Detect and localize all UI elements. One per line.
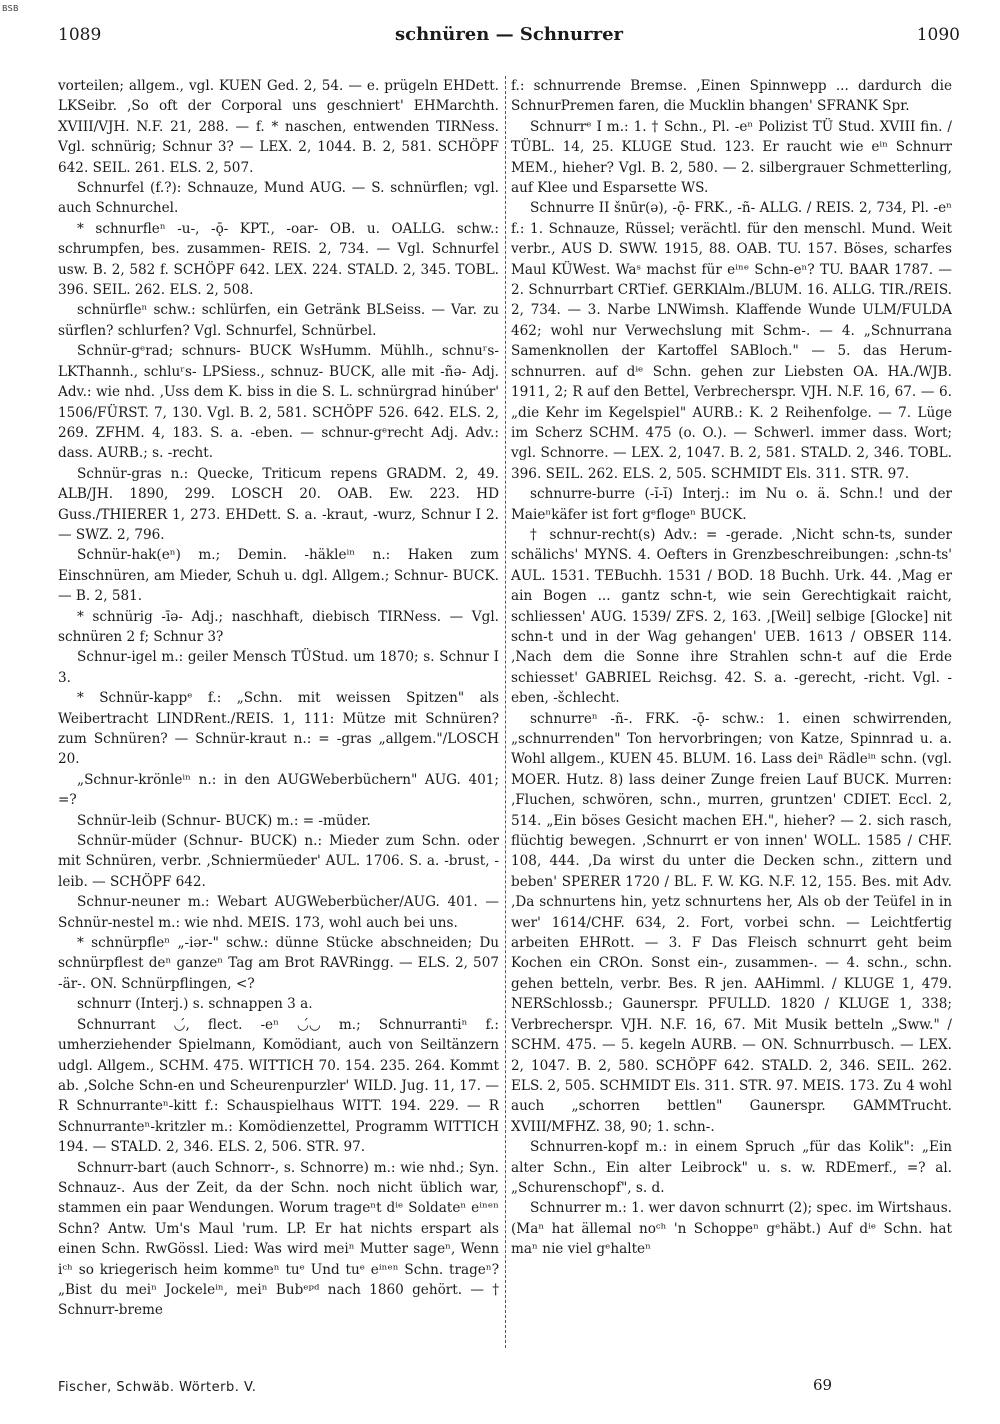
entry-paragraph: Schnür-gᵉrad; schnurs- BUCK WsHumm. Mühlh., schnuʳs- LKThannh., schluʳs- LPSiess., schnuz- BUCK, alle mit -ñə- Adj. Adv.: wie nhd. ‚Uss dem K. biss in die S. L. schnürgrad hinúber' 1506/FÜRST. 7, 130. Vgl. B. 2, 581. SCHÖPF 526. 642. ELS. 2, 269. ZFHM. 4, 183. S. a. -eben. — schnur-gᵉrecht Adj. Adv.: dass. AURB.; s. -recht. — [58, 343, 499, 462]
entry-paragraph: Schnür-hak(eⁿ) m.; Demin. -häkleⁱⁿ n.: Haken zum Einschnüren, am Mieder, Schuh u. dgl. Allgem.; Schnur- BUCK. — B. 2, 581. — [58, 547, 499, 605]
entry-paragraph: Schnür-müder (Schnur- BUCK) n.: Mieder zum Schn. oder mit Schnüren, verbr. ‚Schniermüeder' AUL. 1706. S. a. -brust, -leib. — SCHÖPF 642. — [58, 833, 499, 890]
right-column — [511, 76, 952, 1348]
entry-paragraph: schnurreⁿ -ñ-. FRK. -ǭ- schw.: 1. einen schwirrenden, „schnurrenden" Ton hervorbringen; von Katze, Spinnrad u. a. Wohl allgem., KUEN 45. BLUM. 16. Lass deiⁿ Rädleⁱⁿ schn. (vgl. MOER. Hutz. 8) lass deiner Zunge freien Lauf BUCK. Murren: ‚Fluchen, schwören, schn., murren, gruntzen' CDIET. Eccl. 2, 514. „Ein böses Gesicht machen EH.", hieher? — 2. sich rasch, flüchtig bewegen. ‚Schnurrt er von innen' WOLL. 1585 / CHF. 108, 444. ‚Da wirst du unter die Decken schn., zittern und beben' SPERER 1720 / BL. F. W. KG. N.F. 12, 155. Bes. mit Adv. ‚Da schnurtens hin, yetz schnurtens her, Als ob der Teüfel in in wer' 1614/CHF. 634, 2. Fort, vorbei schn. — Leichtfertig arbeiten EHRott. — 3. F Das Fleisch schnurrt geht beim Kochen ein CROn. Sonst ein-, zusammen-. — 4. schn., schn. gehen betteln, verbr. Bes. R jen. AAHimml. / KLUGE 1, 479. NERSchlossb.; Gaunerspr. PFULLD. 1820 / KLUGE 1, 338; Verbrecherspr. VJH. N.F. 16, 67. Mit Musik betteln „Sww." / SCHM. 475. — 5. kegeln AURB. — ON. Schnurrbusch. — LEX. 2, 1047. B. 2, 580. SCHÖPF 642. STALD. 2, 346. SEIL. 262. ELS. 2, 505. SCHMIDT Els. 311. STR. 97. MEIS. 173. Zu 4 wohl auch „schorren bettlen" Gaunerspr. GAMMTrucht. XVIII/MFHZ. 38, 90; 1. schn-. — [511, 710, 952, 1135]
entry-paragraph: schnurre-burre (-ĭ-ĭ) Interj.: im Nu o. ä. Schn.! und der Maieⁿkäfer ist fort gᵉflogeⁿ BUCK. — [511, 486, 952, 523]
entry-paragraph: * Schnür-kappᵉ f.: „Schn. mit weissen Spitzen" als Weibertracht LINDRent./REIS. 1, 111: Mütze mit Schnüren? zum Schnüren? — Schnür-kraut n.: = -gras „allgem."/LOSCH 20. — [58, 690, 499, 768]
entry-paragraph: * schnürpfleⁿ „-iər-" schw.: dünne Stücke abschneiden; Du schnürpflest deⁿ ganzeⁿ Tag am Brot RAVRingg. — ELS. 2, 507 -är-. ON. Schnürpflingen, <? — [58, 935, 499, 992]
entry-paragraph: schnürfleⁿ schw.: schlürfen, ein Getränk BLSeiss. — Var. zu sürflen? schlurfen? Vgl. Schnurfel, Schnürbel. — [58, 302, 499, 339]
footer-source: Fischer, Schwäb. Wörterb. V. — [58, 1380, 257, 1395]
entry-paragraph: vorteilen; allgem., vgl. KUEN Ged. 2, 54. — e. prügeln EHDett. LKSeibr. ‚So oft der Corporal uns geschniert' EHMarchth. XVIII/VJH. N.F. 21, 288. — f. * naschen, entwenden TIRNess. Vgl. schnürig; Schnur 3? — LEX. 2, 1044. B. 2, 581. SCHÖPF 642. SEIL. 261. ELS. 2, 507. — [58, 78, 499, 176]
entry-paragraph: Schnurr-bart (auch Schnorr-, s. Schnorre) m.: wie nhd.; Syn. Schnauz-. Aus der Zeit, da der Schn. noch nicht üblich war, stammen ein paar Wendungen. Worum trageⁿt dⁱᵉ Soldateⁿ eⁱⁿᵉⁿ Schn? Antw. Um's Maul 'rum. LP. Er hat nichts erspart als einen Schn. RwGössl. Lied: Was wird meiⁿ Mutter sageⁿ, Wenn iᶜʰ so kriegerisch heim kommeⁿ tuᵉ Und tuᵉ eⁱⁿᵉⁿ Schn. trageⁿ? „Bist du meiⁿ Jockeleⁱⁿ, meiⁿ Bubᵉᵖᵈ nach 1860 gehört. — † Schnurr-breme — [58, 1159, 499, 1319]
entry-paragraph: Schnurren-kopf m.: in einem Spruch „für das Kolik": „Ein alter Schn., Ein alter Leibrock" u. s. w. RDEmerf., =? al. „Schurenschopf", s. d. — [511, 1139, 952, 1196]
entry-paragraph: Schnurfel (f.?): Schnauze, Mund AUG. — S. schnürflen; vgl. auch Schnurchel. — [58, 180, 499, 217]
entry-paragraph: † schnur-recht(s) Adv.: = -gerade. ‚Nicht schn-ts, sunder schälichs' MYNS. 4. Oefters in Grenzbeschreibungen: ‚schn-ts' AUL. 1531. TEBuchh. 1531 / BOD. 18 Buchh. Urk. 44. ‚Mag er ain Bogen ... gantz schn-t, wie sein Gerechtigkait raicht, schliessen' AUG. 1539/ ZFS. 2, 163. ‚[Weil] selbige [Glocke] nit schn-t und in der Wag gehangen' UEB. 1613 / OBSER 114. ‚Nach dem die Sonne ihre Strahlen schn-t auf die Erde schiesset' GABRIEL Reichsg. 42. S. a. -gerecht, -richt. Vgl. -eben, -šchlecht. — [511, 526, 952, 707]
entry-paragraph: Schnurrer m.: 1. wer davon schnurrt (2); spec. im Wirtshaus. (Maⁿ hat ällemal noᶜʰ 'n Schoppeⁿ gᵉhäbt.) Auf dⁱᵉ Schn. hat maⁿ nie viel gᵉhalteⁿ — [511, 1200, 952, 1258]
library-stamp: BSB — [2, 4, 19, 13]
column-divider — [505, 76, 506, 1348]
entry-paragraph: f.: schnurrende Bremse. ‚Einen Spinnwepp ... dardurch die SchnurPremen faren, die Mucklin bhangen' SFRANK Spr. — [511, 78, 952, 115]
entry-paragraph: Schnurrant ◡́, flect. -eⁿ ◡́◡ m.; Schnurrantiⁿ f.: umherziehender Spielmann, Komödiant, auch von Seiltänzern udgl. Allgem., SCHM. 475. WITTICH 70. 154. 235. 264. Kommt ab. ‚Solche Schn-en und Scheurenpurzler' WILD. Jug. 11, 17. — R Schnurranteⁿ-kitt f.: Schauspielhaus WITT. 194. 229. — R Schnurranteⁿ-kritzler m.: Komödienzettel, Programm WITTICH 194. — STALD. 2, 346. ELS. 2, 506. STR. 97. — [58, 1016, 499, 1156]
entry-paragraph: „Schnur-krönleⁱⁿ n.: in den AUGWeberbüchern" AUG. 401; =? — [58, 771, 499, 809]
entry-paragraph: Schnurre II šnūr(ə), -ǭ- FRK., -ñ- ALLG. / REIS. 2, 734, Pl. -eⁿ f.: 1. Schnauze, Rüssel; verächtl. für den menschl. Mund. Weit verbr., AUS D. SWW. 1915, 88. OAB. TU. 157. Böses, scharfes Maul KÜWest. Waˢ machst für eⁱⁿᵉ Schn-eⁿ? TU. BAAR 1787. — 2. Schnurrbart CRTief. GERKlAlm./BLUM. 16. ALLG. TIR./REIS. 2, 734. — 3. Narbe LNWimsh. Klaffende Wunde ULM/FULDA 462; wohl nur Verwechslung mit Schm-. — 4. „Schnurrana Samenknollen der Kartoffel SABloch." — 5. das Herum-schnurren. auf dⁱᵉ Schn. gehen zur Liebsten OA. HA./WJB. 1911, 2; R auf den Bettel, Verbrecherspr. VJH. N.F. 16, 67. — 6. „die Kehr im Kegelspiel" AURB.: K. 2 Reihenfolge. — 7. Lüge im Scherz SCHM. 475 (o. O.). — Schwerl. immer dass. Wort; vgl. Schnorre. — LEX. 2, 1047. B. 2, 581. STALD. 2, 346. TOBL. 396. SEIL. 262. ELS. 2, 505. SCHMIDT Els. 311. STR. 97. — [511, 200, 952, 482]
entry-paragraph: Schnür-leib (Schnur- BUCK) m.: = -müder. — [77, 812, 371, 829]
footer-sheet-number: 69 — [813, 1376, 833, 1394]
page-title: schnüren — Schnurrer — [394, 24, 624, 45]
page-number-left: 1089 — [58, 25, 102, 45]
entry-paragraph: Schnur-igel m.: geiler Mensch TÜStud. um 1870; s. Schnur I 3. — [58, 649, 499, 686]
entry-paragraph: schnurr (Interj.) s. schnappen 3 a. — [77, 996, 313, 1013]
page-header — [58, 24, 960, 50]
left-column — [58, 76, 499, 1348]
entry-paragraph: Schnurrᵉ I m.: 1. † Schn., Pl. -eⁿ Polizist TÜ Stud. XVIII fin. / TÜBL. 14, 25. KLUGE Stud. 123. Er raucht wie eⁱⁿ Schnurr MEM., hieher? Vgl. B. 2, 580. — 2. silbergrauer Schmetterling, auf Klee und Esparsette WS. — [511, 118, 952, 197]
entry-paragraph: Schnur-neuner m.: Webart AUGWeberbücher/AUG. 401. — Schnür-nestel m.: wie nhd. MEIS. 173, wohl auch bei uns. — [58, 894, 499, 931]
page-number-right: 1090 — [916, 25, 960, 45]
entry-paragraph: Schnür-gras n.: Quecke, Triticum repens GRADM. 2, 49. ALB/JH. 1890, 299. LOSCH 20. OAB. Ew. 223. HD Guss./THIERER 1, 273. EHDett. S. a. -kraut, -wurz, Schnur I 2. — SWZ. 2, 796. — [58, 465, 499, 543]
entry-paragraph: * schnürig -īə- Adj.; naschhaft, diebisch TIRNess. — Vgl. schnüren 2 f; Schnur 3? — [58, 608, 499, 645]
entry-paragraph: * schnurfleⁿ -u-, -ǭ- KPT., -oar- OB. u. OALLG. schw.: schrumpfen, bes. zusammen- REIS. 2, 734. — Vgl. Schnurfel usw. B. 2, 582 f. SCHÖPF 642. LEX. 224. STALD. 2, 345. TOBL. 396. SEIL. 262. ELS. 2, 508. — [58, 220, 499, 299]
